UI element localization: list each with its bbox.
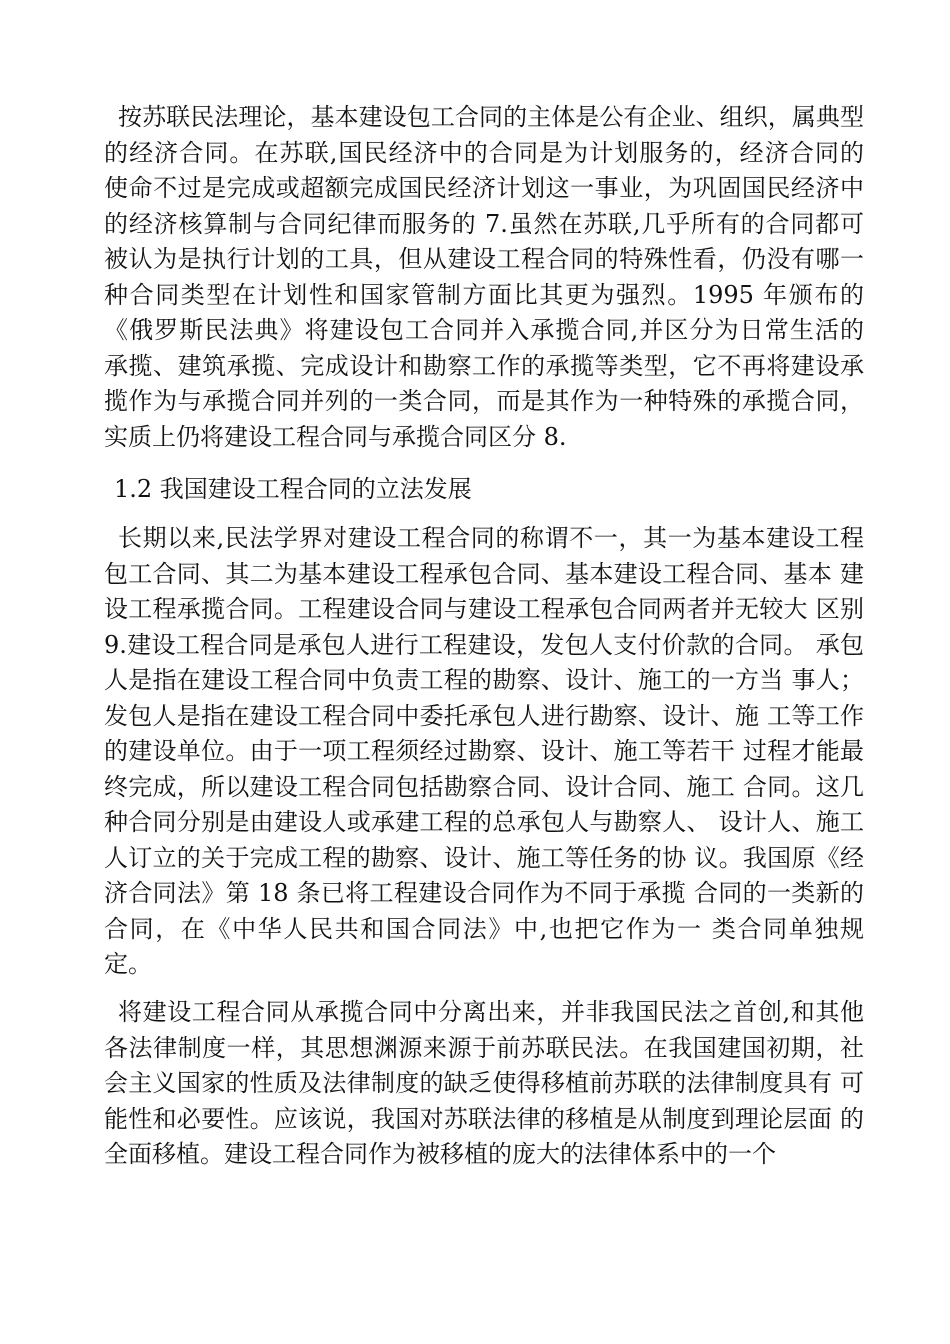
text-line: 的经济合同。在苏联,国民经济中的合同是为计划服务的，经济合同的 xyxy=(104,138,864,167)
paragraph-soviet-transplant xyxy=(104,995,864,1173)
text-line: 济合同法》第 18 条已将工程建设合同作为不同于承揽 合同的一类新的 xyxy=(104,879,864,907)
text-line: 能性和必要性。应该说，我国对苏联法律的移植是从制度到理论层面 的 xyxy=(104,1104,864,1133)
text-line: 合同，在《中华人民共和国合同法》中,也把它作为一 类合同单独规 xyxy=(104,914,864,943)
text-line: 人是指在建设工程合同中负责工程的勘察、设计、施工的一方当 事人； xyxy=(104,666,864,694)
text-line: 包工合同、其二为基本建设工程承包合同、基本建设工程合同、基本 建 xyxy=(104,559,864,588)
text-line: 被认为是执行计划的工具，但从建设工程合同的特殊性看，仍没有哪一 xyxy=(104,245,864,273)
text-line: 设工程承揽合同。工程建设合同与建设工程承包合同两者并无较大 区别 xyxy=(104,595,864,623)
paragraph-legislative-development xyxy=(104,521,864,983)
text-line: 使命不过是完成或超额完成国民经济计划这一事业，为巩固国民经济中 xyxy=(104,174,864,202)
text-line: 按苏联民法理论，基本建设包工合同的主体是公有企业、组织，属典型 xyxy=(118,103,864,131)
text-line: 各法律制度一样，其思想渊源来源于前苏联民法。在我国建国初期，社 xyxy=(104,1033,864,1062)
text-line: 种合同类型在计划性和国家管制方面比其更为强烈。1995 年颁布的 xyxy=(104,280,864,309)
text-line: 《俄罗斯民法典》将建设包工合同并入承揽合同,并区分为日常生活的 xyxy=(104,316,864,344)
text-line: 9.建设工程合同是承包人进行工程建设，发包人支付价款的合同。 承包 xyxy=(104,630,864,659)
text-line: 发包人是指在建设工程合同中委托承包人进行勘察、设计、施 工等工作 xyxy=(104,701,864,730)
paragraph-soviet-theory xyxy=(104,100,864,455)
text-line: 全面移植。建设工程合同作为被移植的庞大的法律体系中的一个 xyxy=(104,1140,776,1168)
text-line: 将建设工程合同从承揽合同中分离出来，并非我国民法之首创,和其他 xyxy=(118,998,864,1026)
text-line: 人订立的关于完成工程的勘察、设计、施工等任务的协 议。我国原《经 xyxy=(104,843,864,872)
text-line: 的经济核算制与合同纪律而服务的 7.虽然在苏联,几乎所有的合同都可 xyxy=(104,209,864,238)
section-heading: 1.2 我国建设工程合同的立法发展 xyxy=(114,475,472,503)
text-line: 的建设单位。由于一项工程须经过勘察、设计、施工等若干 过程才能最 xyxy=(104,737,864,765)
text-line: 定。 xyxy=(104,950,152,978)
text-line: 种合同分别是由建设人或承建工程的总承包人与勘察人、 设计人、施工 xyxy=(104,808,864,836)
text-line: 承揽、建筑承揽、完成设计和勘察工作的承揽等类型，它不再将建设承 xyxy=(104,351,864,380)
text-line: 会主义国家的性质及法律制度的缺乏使得移植前苏联的法律制度具有 可 xyxy=(104,1069,864,1097)
text-line: 长期以来,民法学界对建设工程合同的称谓不一，其一为基本建设工程 xyxy=(118,524,864,552)
text-line: 实质上仍将建设工程合同与承揽合同区分 8. xyxy=(104,422,567,451)
text-line: 揽作为与承揽合同并列的一类合同，而是其作为一种特殊的承揽合同， xyxy=(104,387,864,415)
text-line: 终完成，所以建设工程合同包括勘察合同、设计合同、施工 合同。这几 xyxy=(104,772,864,801)
